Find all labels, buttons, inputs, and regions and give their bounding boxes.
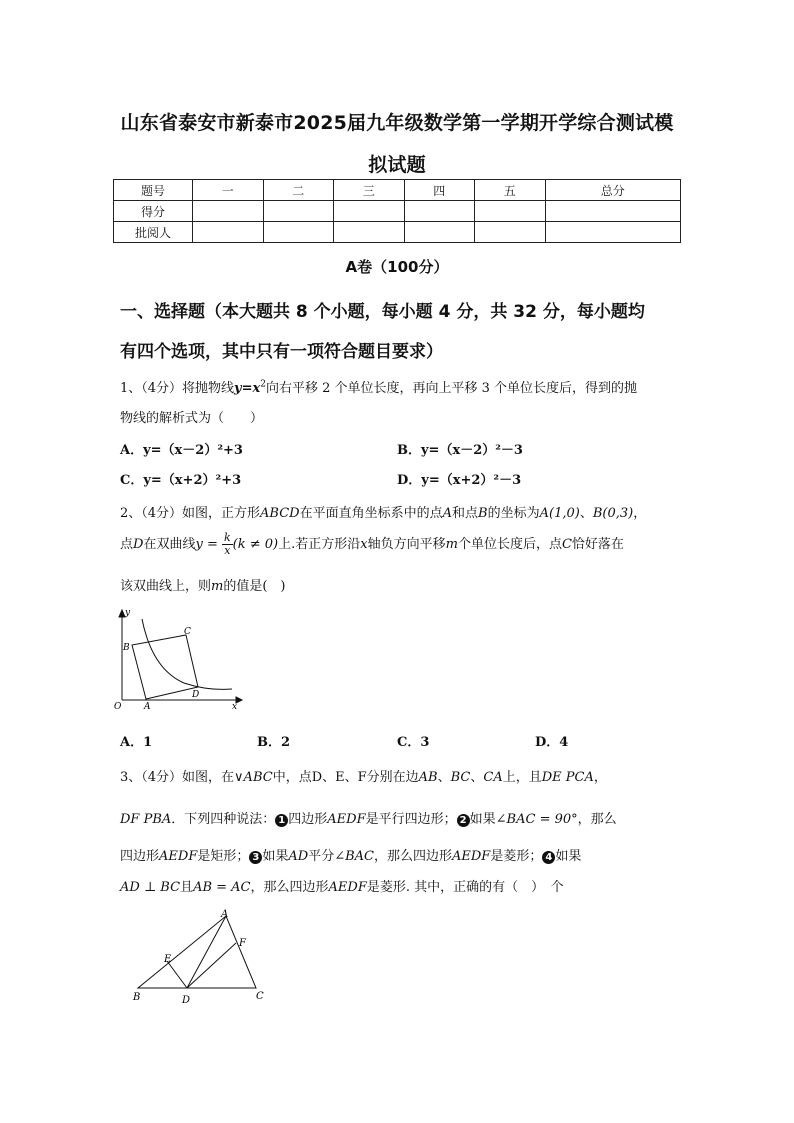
option-text: y=（x+2）²+3 [143, 473, 242, 488]
table-cell [263, 201, 334, 222]
text: ，那么四边形 [250, 880, 329, 895]
text: 上.若正方形沿 [278, 537, 361, 552]
option-label: B． [397, 443, 421, 458]
q2-option-d: D．4 [535, 735, 569, 750]
point-e-label: E [164, 954, 172, 965]
q1-option-a [120, 439, 243, 458]
option-label: A． [120, 443, 144, 458]
x-label: x [232, 702, 238, 712]
text: 恰好落在 [571, 537, 624, 552]
table-cell: 总分 [545, 180, 681, 201]
score-table-header-row [114, 180, 681, 201]
text: 个单位长度后，点 [457, 537, 562, 552]
q1-line2: 物线的解析式为（ ） [120, 411, 264, 426]
q2-option-b: B．2 [257, 735, 291, 750]
segment-ed [167, 961, 187, 988]
table-cell [545, 201, 681, 222]
math: ∠BAC = 90° [495, 812, 578, 827]
point-f-label: F [239, 938, 246, 949]
table-cell [475, 201, 546, 222]
circled-number-1: 1 [275, 814, 288, 827]
origin-label: O [114, 702, 122, 712]
table-cell: 三 [334, 180, 405, 201]
fraction-denominator: x [224, 544, 231, 557]
text: ， [593, 770, 607, 785]
segment-ad [187, 916, 226, 988]
square-abcd [132, 635, 198, 699]
math: ∠BAC [334, 849, 374, 864]
table-cell [193, 222, 264, 243]
q3-figure [128, 906, 278, 1006]
option-text: y=（x－2）²+3 [143, 443, 243, 458]
math: m [211, 579, 224, 594]
point-d-label: D [182, 995, 191, 1006]
score-table-row [114, 201, 681, 222]
table-cell: 一 [193, 180, 264, 201]
text: 的坐标为 [487, 506, 540, 521]
option-label: C． [120, 473, 144, 488]
text: 平分 [308, 849, 335, 864]
text: 如果 [262, 849, 289, 864]
q2-option-c: C．3 [397, 735, 430, 750]
text: 、 [437, 770, 451, 785]
table-cell: 得分 [114, 201, 193, 222]
text: 如果 [469, 812, 496, 827]
part1-heading-line2: 有四个选项，其中只有一项符合题目要求） [120, 342, 443, 362]
vertex-b-label: B [133, 992, 141, 1003]
vertex-c-label: C [256, 991, 264, 1002]
text: ，那么 [577, 812, 617, 827]
table-cell: 二 [263, 180, 334, 201]
table-cell [263, 222, 334, 243]
table-cell [545, 222, 681, 243]
math: (k ≠ 0) [232, 537, 279, 552]
q3-line2 [120, 808, 617, 827]
text: 是菱形； [490, 849, 543, 864]
table-cell [475, 222, 546, 243]
q1-option-b [397, 439, 523, 458]
table-cell: 五 [475, 180, 546, 201]
math: AEDF [328, 880, 367, 895]
fraction-numerator: k [223, 531, 231, 544]
math: ABCD [260, 506, 300, 521]
math: ∨ABC [234, 770, 273, 785]
score-table-row [114, 222, 681, 243]
doc-title-line1: 山东省泰安市新泰市2025届九年级数学第一学期开学综合测试模 [120, 112, 674, 134]
triangle-abc [138, 916, 256, 988]
point-a-label: A [144, 702, 151, 712]
circled-number-2: 2 [457, 814, 470, 827]
score-table [113, 179, 681, 243]
math: B [478, 506, 488, 521]
text: 上，且 [502, 770, 542, 785]
text: 是矩形； [197, 849, 250, 864]
math: AB = AC [193, 880, 251, 895]
option-text: y=（x－2）²－3 [421, 443, 523, 458]
text: 在双曲线 [143, 537, 196, 552]
circled-number-3: 3 [249, 851, 262, 864]
text: 四边形 [120, 849, 160, 864]
math: B(0,3) [592, 506, 634, 521]
point-d-label: D [192, 690, 200, 700]
table-cell [334, 201, 405, 222]
text: 和点 [452, 506, 479, 521]
q3-line1 [120, 766, 607, 785]
q2-line2 [120, 532, 624, 557]
section-a-heading: A卷（100分） [345, 258, 449, 276]
text: 中，点D、E、F分别在边 [272, 770, 419, 785]
q2-line1 [120, 502, 646, 521]
table-cell: 批阅人 [114, 222, 193, 243]
math: C [561, 537, 572, 552]
q1-line1 [120, 377, 637, 396]
math: DE PCA [541, 770, 594, 785]
q1-text: 向右平移 2 个单位长度，再向上平移 3 个单位长度后，得到的抛 [265, 381, 638, 396]
text: 的值是( ) [223, 579, 286, 594]
math: A [442, 506, 453, 521]
math: AD [288, 849, 309, 864]
math: AEDF [452, 849, 491, 864]
math: y = [195, 537, 218, 552]
doc-title-line2: 拟试题 [368, 154, 426, 176]
text: 该双曲线上，则 [120, 579, 212, 594]
fraction [222, 532, 233, 557]
text: ， [633, 506, 647, 521]
math: BC [450, 770, 471, 785]
q2-option-a: A．1 [120, 735, 153, 750]
text: 如果 [555, 849, 582, 864]
table-cell [404, 222, 475, 243]
text: 在平面直角坐标系中的点 [299, 506, 443, 521]
q2-figure [112, 605, 247, 715]
q2-line3 [120, 575, 286, 594]
q1-func: y=x [234, 381, 261, 396]
q3-line4 [120, 876, 564, 895]
math: AEDF [159, 849, 198, 864]
circled-number-4: 4 [542, 851, 555, 864]
text: ，那么四边形 [373, 849, 452, 864]
text: 点 [120, 537, 134, 552]
text: ．下列四种说法： [171, 812, 276, 827]
math: AD ⊥ BC [120, 880, 181, 895]
segment-df [187, 943, 236, 988]
q3-line3 [120, 845, 581, 864]
q1-prefix: 1、（4分）将抛物线 [120, 381, 235, 396]
point-b-label: B [123, 643, 130, 653]
math: CA [483, 770, 503, 785]
table-cell: 题号 [114, 180, 193, 201]
math: A(1,0) [539, 506, 580, 521]
q1-exp: 2 [260, 379, 266, 390]
table-cell: 四 [404, 180, 475, 201]
point-c-label: C [184, 627, 191, 637]
option-text: y=（x+2）²－3 [421, 473, 522, 488]
text: 、 [470, 770, 484, 785]
option-label: D． [397, 473, 422, 488]
part1-heading-line1: 一、选择题（本大题共 8 个小题，每小题 4 分，共 32 分，每小题均 [120, 302, 645, 322]
math: AEDF [327, 812, 366, 827]
table-cell [404, 201, 475, 222]
table-cell [334, 222, 405, 243]
text: 轴负方向平移 [367, 537, 446, 552]
table-cell [193, 201, 264, 222]
vertex-a-label: A [221, 909, 229, 920]
math: DF PBA [120, 812, 172, 827]
y-label: y [125, 608, 131, 618]
text: 、 [579, 506, 593, 521]
q1-option-d [397, 469, 521, 488]
text: 3、（4分）如图，在 [120, 770, 235, 785]
math: D [133, 537, 144, 552]
math: m [445, 537, 458, 552]
text: 2、（4分）如图，正方形 [120, 506, 261, 521]
math: AB [418, 770, 438, 785]
text: 四边形 [288, 812, 328, 827]
text: 且 [180, 880, 194, 895]
math: x [360, 537, 368, 552]
text: 是平行四边形； [365, 812, 457, 827]
q1-option-c [120, 469, 241, 488]
text: 是菱形. 其中，正确的有（ ） 个 [366, 880, 564, 895]
